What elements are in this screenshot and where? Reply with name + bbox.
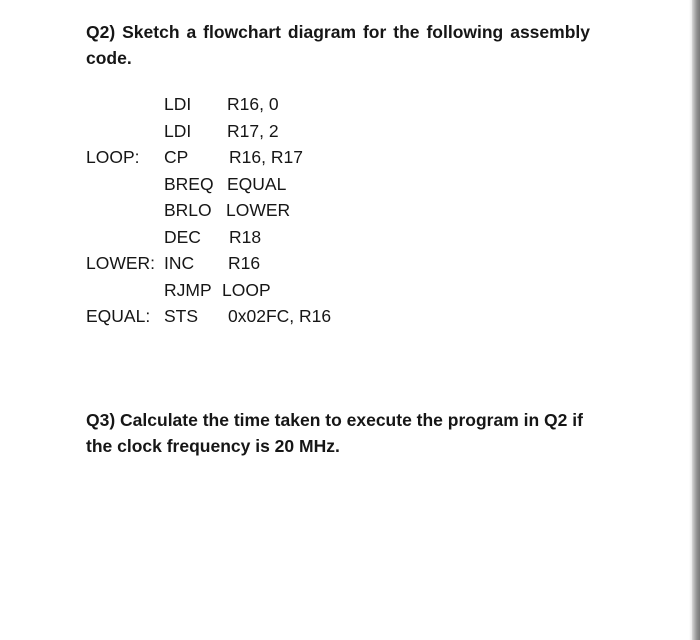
- code-operand: 0x02FC, R16: [228, 306, 332, 326]
- code-label: LOOP:: [86, 147, 140, 167]
- code-operand: R17, 2: [227, 120, 279, 141]
- page-edge: [692, 0, 700, 640]
- code-mnemonic: INC: [164, 253, 195, 273]
- code-label: LOWER:: [86, 253, 156, 273]
- code-mnemonic: BREQ: [164, 173, 214, 194]
- code-line: [86, 250, 486, 277]
- code-line: [86, 91, 486, 118]
- code-mnemonic: CP: [164, 147, 189, 167]
- assembly-code-block: [86, 91, 486, 330]
- code-line: [86, 303, 486, 330]
- code-operand: LOWER: [226, 200, 291, 220]
- code-line: [86, 277, 486, 304]
- code-operand: R18: [229, 226, 262, 247]
- code-operand: EQUAL: [227, 173, 287, 194]
- code-line: [86, 171, 486, 198]
- code-line: [86, 118, 486, 145]
- code-line: [86, 144, 486, 171]
- code-operand: R16, 0: [227, 94, 279, 114]
- code-line: [86, 224, 486, 251]
- code-mnemonic: LDI: [164, 120, 192, 141]
- code-operand: LOOP: [222, 279, 271, 300]
- code-operand: R16, R17: [229, 147, 303, 167]
- code-mnemonic: DEC: [164, 226, 201, 247]
- code-operand: R16: [228, 253, 261, 273]
- code-mnemonic: LDI: [164, 94, 192, 114]
- code-mnemonic: BRLO: [164, 200, 212, 220]
- code-mnemonic: STS: [164, 306, 199, 326]
- code-line: [86, 197, 486, 224]
- question-3: Q3) Calculate the time taken to execute the program in Q2 if the clock frequency is 20 MHz.: [86, 410, 583, 456]
- code-label: EQUAL:: [86, 306, 151, 326]
- code-mnemonic: RJMP: [164, 279, 212, 300]
- question-2: Q2) Sketch a flowchart diagram for the following assembly code.: [86, 22, 590, 68]
